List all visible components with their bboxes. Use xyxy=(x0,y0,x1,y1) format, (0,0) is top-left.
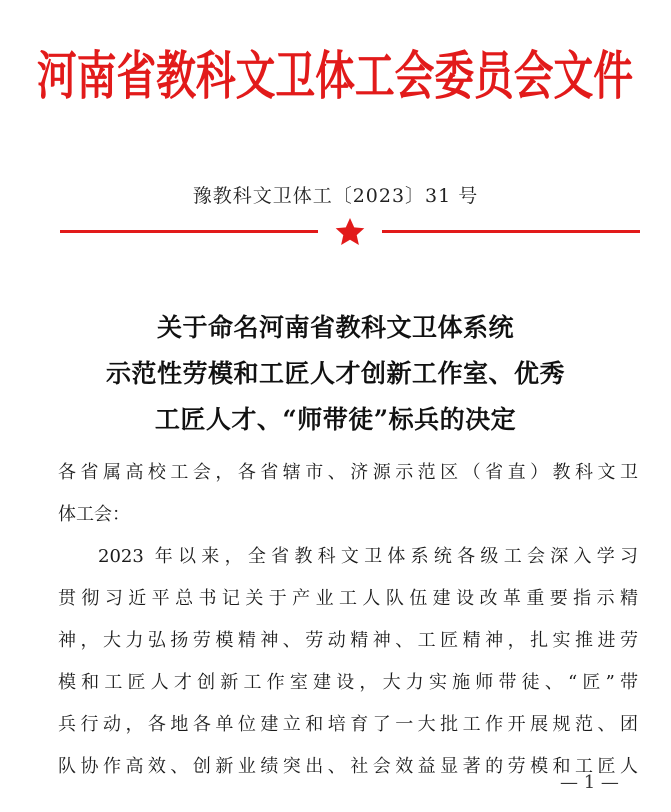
star-icon xyxy=(336,218,365,245)
paragraph-line: 贯彻习近平总书记关于产业工人队伍建设改革重要指示精 xyxy=(58,588,638,609)
document-title-line-2: 示范性劳模和工匠人才创新工作室、优秀 xyxy=(105,359,565,388)
paragraph-line: 兵行动，各地各单位建立和培育了一大批工作开展规范、团 xyxy=(58,714,638,735)
paragraph-line: 队协作高效、创新业绩突出、社会效益显著的劳模和工匠人 xyxy=(58,756,638,777)
masthead xyxy=(0,28,671,114)
salutation-line-1: 各省属高校工会，各省辖市、济源示范区（省直）教科文卫 xyxy=(58,462,638,483)
document-number: 豫教科文卫体工〔2023〕31 号 xyxy=(192,185,479,207)
masthead-title: 河南省教科文卫体工会委员会文件 xyxy=(37,47,633,107)
page-number: — 1 — xyxy=(560,772,619,793)
paragraph-line: 模和工匠人才创新工作室建设，大力实施师带徒、“匠”带 xyxy=(58,672,638,693)
salutation-line-2: 体工会： xyxy=(58,504,130,525)
paragraph-line: 神，大力弘扬劳模精神、劳动精神、工匠精神，扎实推进劳 xyxy=(58,630,638,651)
red-divider xyxy=(60,217,640,247)
document-title-line-1: 关于命名河南省教科文卫体系统 xyxy=(156,313,514,342)
paragraph-line: 2023 年以来，全省教科文卫体系统各级工会深入学习 xyxy=(98,546,638,567)
document-title-line-3: 工匠人才、“师带徒”标兵的决定 xyxy=(154,405,517,434)
